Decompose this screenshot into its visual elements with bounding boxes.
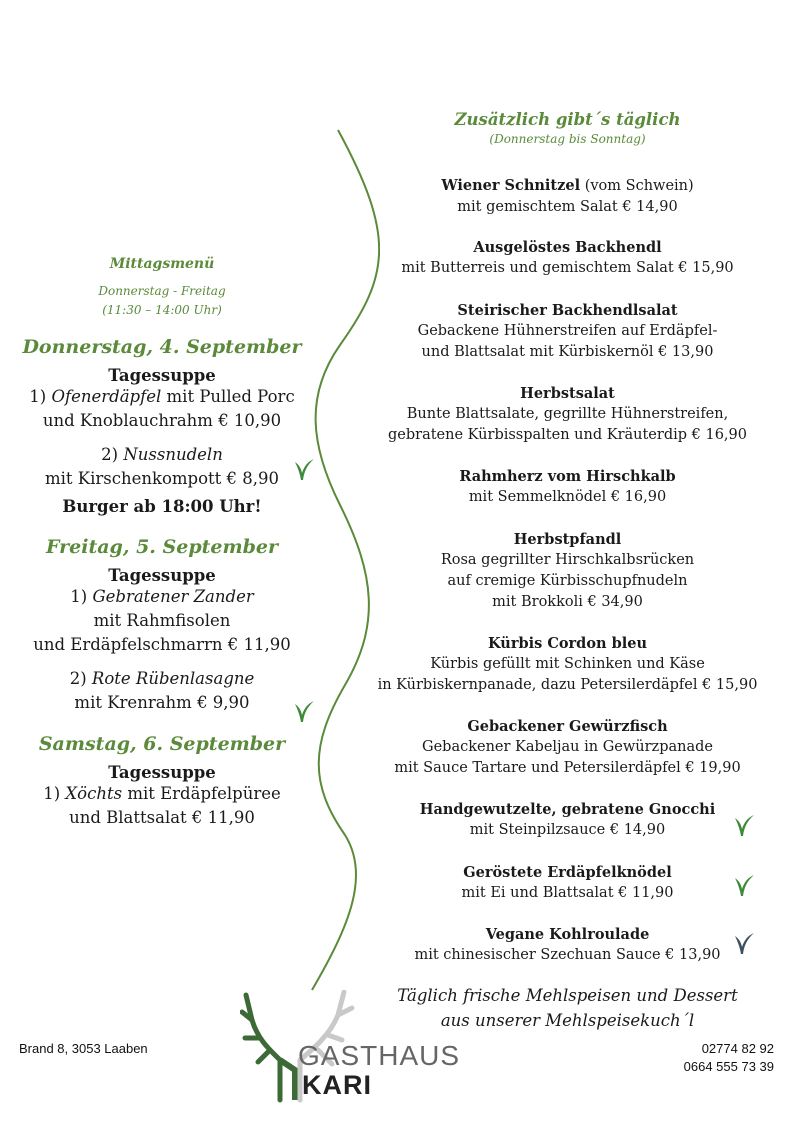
menu-item: Steirischer Backhendlsalat Gebackene Hühnerstreifen auf Erdäpfel- und Blattsalat mit Kürbiskernöl € 13,90 [417,302,718,360]
soup-label: Tagessuppe [108,366,216,385]
dish: 2) Rote Rübenlasagne mit Krenrahm € 9,90 [69,669,255,712]
menu-item: Geröstete Erdäpfelknödel mit Ei und Blattsalat € 11,90 [461,864,674,901]
vegan-icon [731,930,757,956]
lunch-menu [22,256,302,830]
logo-line-1: GASTHAUS [298,1040,461,1071]
dish: 1) Xöchts mit Erdäpfelpüree und Blattsalat € 11,90 [43,784,281,827]
dessert-note: Täglich frische Mehlspeisen und Dessert aus unserer Mehlspeisekuch´l [397,986,738,1030]
dish: 1) Ofenerdäpfel mit Pulled Porc und Knoblauchrahm € 10,90 [29,387,295,430]
vegetarian-icon [291,456,317,482]
day-heading: Freitag, 5. September [46,536,278,558]
lunch-hours: (11:30 – 14:00 Uhr) [102,303,222,317]
lunch-days [22,282,302,320]
dish: 2) Nussnudeln mit Kirschenkompott € 8,90 [44,445,280,488]
soup-label: Tagessuppe [108,763,216,782]
day-heading: Donnerstag, 4. September [22,336,302,358]
phone-mobile: 0664 555 73 39 [683,1059,774,1074]
phone-landline: 02774 82 92 [701,1041,774,1056]
menu-item: Rahmherz vom Hirschkalb mit Semmelknödel € 16,90 [459,468,676,505]
menu-item: Kürbis Cordon bleu Kürbis gefüllt mit Schinken und Käse in Kürbiskernpanade, dazu Petersilerdäpfel € 15,90 [377,635,758,693]
menu-item: Herbstpfandl Rosa gegrillter Hirschkalbsrücken auf cremige Kürbisschupfnudeln mit Brokkoli € 34,90 [440,531,695,610]
daily-menu-subtitle: (Donnerstag bis Sonntag) [489,132,646,146]
vegetarian-icon [291,698,317,724]
daily-menu [375,110,760,1030]
soup-label: Tagessuppe [108,566,216,585]
menu-item: Gebackener Gewürzfisch Gebackener Kabeljau in Gewürzpanade mit Sauce Tartare und Petersilerdäpfel € 19,90 [394,718,741,776]
menu-item: Vegane Kohlroulade mit chinesischer Szechuan Sauce € 13,90 [414,926,721,963]
daily-menu-title: Zusätzlich gibt´s täglich [454,110,681,129]
dish: 1) Gebratener Zander mit Rahmfisolen und Erdäpfelschmarrn € 11,90 [33,587,291,654]
menu-item: Herbstsalat Bunte Blattsalate, gegrillte Hühnerstreifen, gebratene Kürbisspalten und Kräuterdip € 16,90 [388,385,747,443]
logo-line-2: KARI [302,1070,372,1100]
lunch-menu-title: Mittagsmenü [109,256,215,272]
address: Brand 8, 3053 Laaben [19,1041,148,1056]
menu-item: Handgewutzelte, gebratene Gnocchi mit Steinpilzsauce € 14,90 [419,801,716,838]
burger-note: Burger ab 18:00 Uhr! [62,497,262,516]
day-heading: Samstag, 6. September [38,733,286,755]
vegetarian-icon [731,812,757,838]
menu-item: Ausgelöstes Backhendl mit Butterreis und gemischtem Salat € 15,90 [401,239,734,276]
wavy-divider [300,125,380,995]
gasthaus-logo [240,990,470,1105]
lunch-days-label: Donnerstag - Freitag [98,284,226,298]
menu-item: Wiener Schnitzel (vom Schwein) mit gemischtem Salat € 14,90 [441,177,694,215]
vegetarian-icon [731,872,757,898]
